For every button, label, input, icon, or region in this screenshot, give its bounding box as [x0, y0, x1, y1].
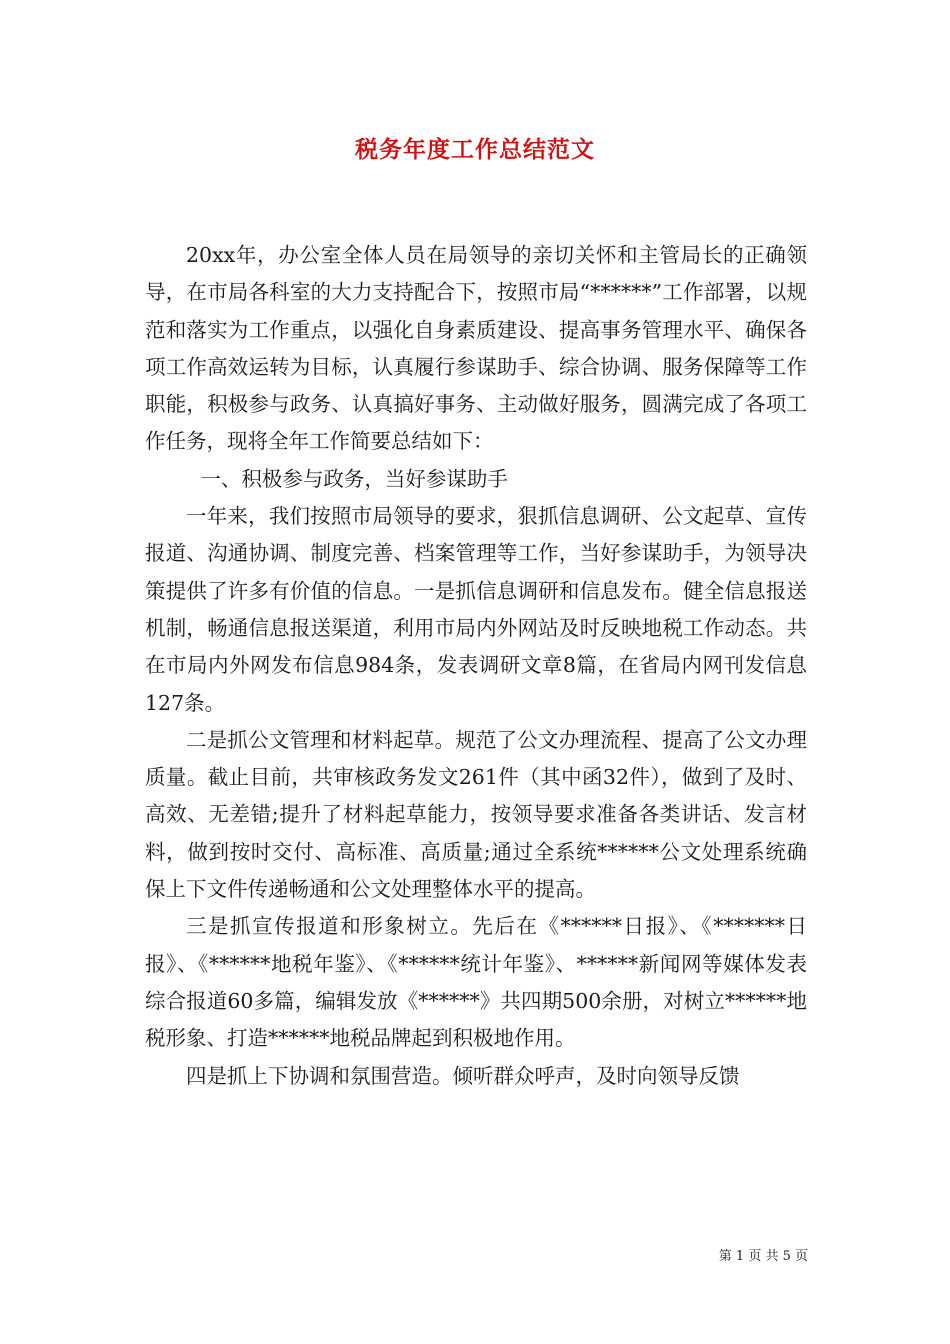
- section-heading-1: 一、积极参与政务，当好参谋助手: [200, 466, 508, 491]
- document-title: 税务年度工作总结范文: [355, 136, 595, 163]
- paragraph-publicity: 三是抓宣传报道和形象树立。先后在《******日报》、《*******日报》、《******地税年鉴》、《******统计年鉴》、******新闻网等媒体发表综合报道60多篇，编辑发放《******》共四期500余册，对树立******地税形象、打造******地税品牌起到积极地作用。: [145, 914, 807, 1051]
- document-body: [145, 237, 807, 1095]
- paragraph-coordination: 四是抓上下协调和氛围营造。倾听群众呼声，及时向领导反馈: [186, 1063, 740, 1088]
- paragraph-intro: 20xx年，办公室全体人员在局领导的亲切关怀和主管局长的正确领导，在市局各科室的大力支持配合下，按照市局“******”工作部署，以规范和落实为工作重点，以强化自身素质建设、提高事务管理水平、确保各项工作高效运转为目标，认真履行参谋助手、综合协调、服务保障等工作职能，积极参与政务、认真搞好事务、主动做好服务，圆满完成了各项工作任务，现将全年工作简要总结如下：: [145, 243, 807, 454]
- paragraph-document-management: 二是抓公文管理和材料起草。规范了公文办理流程、提高了公文办理质量。截止目前，共审核政务发文261件（其中函32件），做到了及时、高效、无差错;提升了材料起草能力，按领导要求准备各类讲话、发言材料，做到按时交付、高标准、高质量;通过全系统******公文处理系统确保上下文件传递畅通和公文处理整体水平的提高。: [145, 727, 807, 902]
- page-number-indicator: 第 1 页 共 5 页: [718, 1249, 808, 1264]
- paragraph-info-research: 一年来，我们按照市局领导的要求，狠抓信息调研、公文起草、宣传报道、沟通协调、制度完善、档案管理等工作，当好参谋助手，为领导决策提供了许多有价值的信息。一是抓信息调研和信息发布。健全信息报送机制，畅通信息报送渠道，利用市局内外网站及时反映地税工作动态。共在市局内外网发布信息984条，发表调研文章8篇，在省局内网刊发信息127条。: [145, 504, 807, 715]
